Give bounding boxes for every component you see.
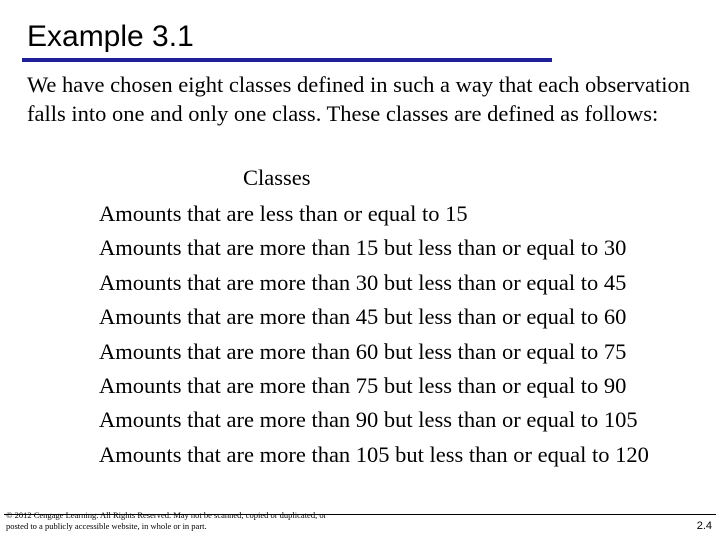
title-underline [22,58,552,62]
slide-title: Example 3.1 [27,20,194,53]
page-number: 2.4 [696,520,712,532]
class-item: Amounts that are more than 105 but less than or equal to 120 [99,441,649,467]
class-item: Amounts that are more than 45 but less than or equal to 60 [99,304,627,330]
class-item: Amounts that are more than 15 but less than or equal to 30 [99,235,627,261]
class-item: Amounts that are more than 90 but less than or equal to 105 [99,407,638,433]
copyright-notice: © 2012 Cengage Learning. All Rights Reserved. May not be scanned, copied or duplicated, or posted to a publicly accessible website, in whole or in part. [6,510,327,531]
class-item: Amounts that are more than 75 but less than or equal to 90 [99,373,627,399]
class-list [99,197,649,472]
classes-heading: Classes [243,165,311,190]
intro-paragraph: We have chosen eight classes defined in such a way that each observation falls into one and only one class. These classes are defined as follows: [27,72,690,126]
class-item: Amounts that are less than or equal to 15 [99,201,468,226]
class-item: Amounts that are more than 30 but less than or equal to 45 [99,269,627,295]
class-item: Amounts that are more than 60 but less than or equal to 75 [99,338,627,364]
